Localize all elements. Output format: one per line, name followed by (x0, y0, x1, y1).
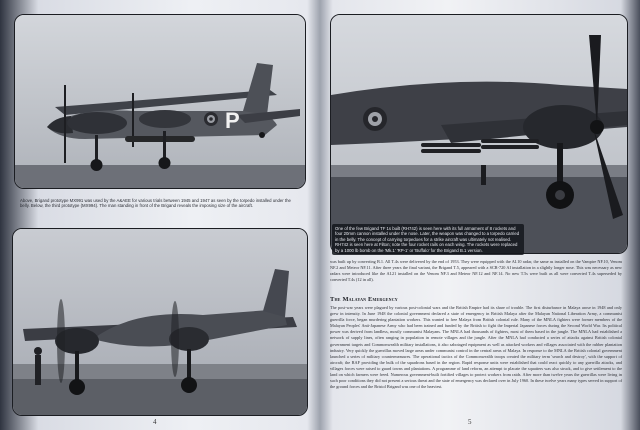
left-page (0, 0, 318, 430)
aircraft-code-letter: P (225, 108, 240, 133)
photo-brigand-rockets (330, 14, 628, 254)
page-number-right: 5 (468, 418, 472, 426)
body-paragraph-1: was built up by converting B.1. All T.4s were delivered by the end of 1953. They were equipped with the AI.10 radar, the same as installed on the Vampire NF.10, Venom NF.2 and Meteor NF.11. After three years the final variant, the Brigand T.5, appeared with a SCR-720 AI installation in a slightly longer nose. This was necessary as new radars were introduced like the AI.21 installed on the Venom NF.3 and Meteor NF.12 and NF.14. No new T.5s were built as all were converted T.4s superseded by converted T.4s (12 in all). (330, 259, 622, 283)
section-heading: The Malayan Emergency (330, 296, 398, 303)
body-paragraph-2: The post-war years were plagued by various post-colonial wars and the British Empire had its share of trouble. The first disturbance in Malaya arose in 1948 and only grew in intensity. In June 1948 the colonial government declared a state of emergency in British Malaya after the Malayan National Liberation Army, a communist guerrilla force, began murdering plantation workers. This wanted to free Malaya from British colonial rule. Many of the MNLA fighters were former members of the Malayan Peoples' Anti-Japanese Army who had been trained and funded by the British to fight the Imperial Japanese forces during the Second World War. Its political power was derived from landless, mostly communist Malayans. The MNLA had thousands of fighters, most of them based in the jungle. The MNLA had established a network of supply lines, often ranging in population in remote villages and the jungle. After the MNLA had conducted a series of attacks against British colonial government targets and Commonwealth military installations, it also sabotaged equipment as well as attacked workers and villages associated with the rubber plantation industry. Very quickly the guerrillas moved large areas under communist control in the central areas of Malaya. In response to the MNLA the British colonial government launched a series of military countermeasures. The operational tactics of the Commonwealth troops created the military term 'search and destroy', with the support of aircraft; the RAF providing the bulk of the squadrons based in the region. Rapid response units were established that could react quickly to any guerrilla attacks, and villages forces were raised to guard towns and plantations. A programme of land reform, an attempt to placate the squatters was also struck, and to give settlement to the land on which farmers were freed. Numerous government-built fortified villages to protect workers from raids. After more than twelve years the guerrillas were living in such poor conditions they did not present a serious threat and the state of emergency was declared over in July 1960. In these twelve years many types served in support of the ground forces and the Bristol Brigand was one of the heaviest. (330, 305, 622, 390)
photo-brigand-prototype-bottom (12, 228, 308, 416)
left-caption: Above, Brigand prototype MX991 was used by the A&AEE for various trials between 1945 and 1947 as seen by the torpedo installed under the belly. Below, the third prototype (MX994). The man standing in front of the Brigand reveals the imposing size of the aircraft. (20, 198, 291, 209)
page-number-left: 4 (153, 418, 157, 426)
photo-brigand-prototype-top (14, 14, 306, 189)
right-caption: One of the few Brigand TF 1s built (RH742) is seen here with its full armament of 8 rockets and four 20mm cannon installed under the nose. Later, the weapon was changed to a torpedo carried in the belly. The concept of carrying torpedoes for a strike aircraft was ultimately not realised. RH742 is seen here at Filton; note the four rocket rails on each wing. The rockets were replaced by a 1000 lb bomb on the 'Mk.1' 'RP-1' or 'Buffalo' for the Brigand B.1 version. (332, 224, 524, 255)
